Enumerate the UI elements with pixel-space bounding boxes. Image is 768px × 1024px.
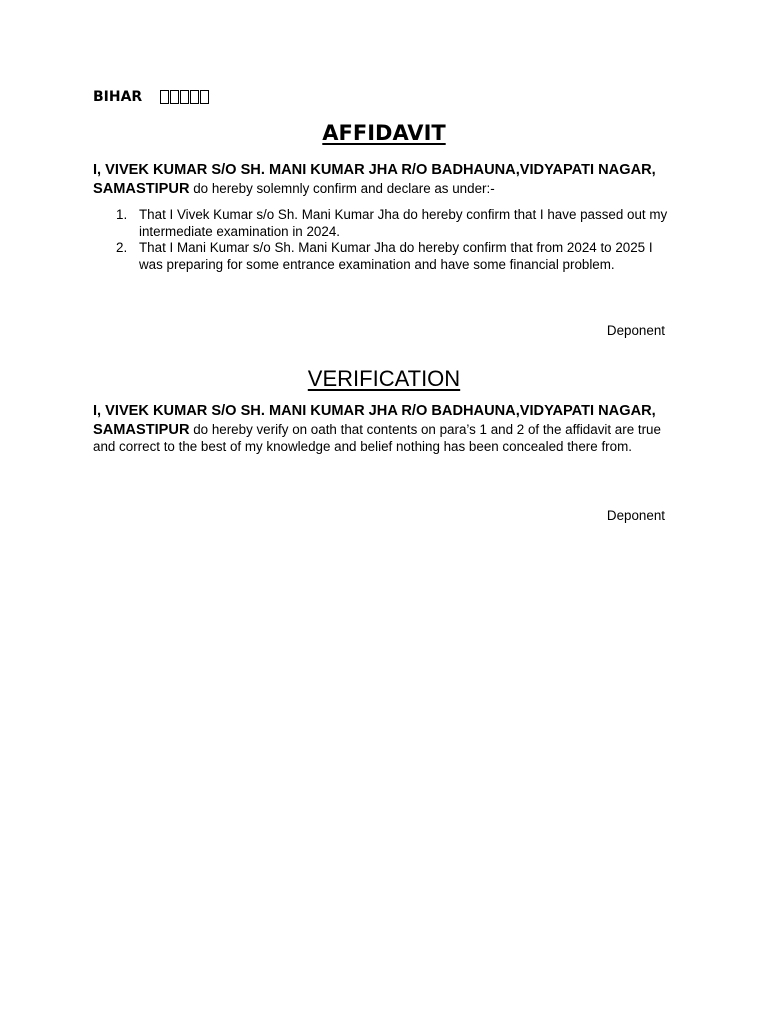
list-item-number: 2. [116, 240, 128, 256]
list-item-number: 1. [116, 207, 128, 222]
affidavit-intro-text: do hereby solemnly confirm and declare as under:- [189, 180, 495, 196]
affidavit-clauses [93, 207, 668, 273]
list-item-text: That I Vivek Kumar s/o Sh. Mani Kumar Jha do hereby confirm that I have passed out my intermediate examination in 2024. [139, 207, 668, 239]
verification-deponent-signature: Deponent [606, 508, 665, 523]
affidavit-title: AFFIDAVIT [322, 121, 446, 145]
missing-glyph-boxes [160, 90, 209, 104]
missing-glyph-box [180, 90, 189, 104]
state-name: BIHAR [93, 89, 143, 105]
verification-text [93, 402, 668, 456]
verification-title: VERIFICATION [307, 366, 461, 391]
missing-glyph-box [170, 90, 179, 104]
verification-intro-name: I, VIVEK KUMAR S/O SH. MANI KUMAR JHA R/O BADHAUNA,VIDYAPATI NAGAR, SAMASTIPUR [93, 403, 656, 438]
list-item [93, 240, 668, 273]
list-item-text: That I Mani Kumar s/o Sh. Mani Kumar Jha do hereby confirm that from 2024 to 2025 I was preparing for some entrance examination and have some financial problem. [139, 240, 653, 272]
list-item [93, 207, 668, 240]
state-header [93, 89, 209, 105]
affidavit-intro-name: I, VIVEK KUMAR S/O SH. MANI KUMAR JHA R/O BADHAUNA,VIDYAPATI NAGAR, SAMASTIPUR [93, 162, 656, 197]
affidavit-deponent-signature: Deponent [606, 323, 665, 338]
missing-glyph-box [160, 90, 169, 104]
missing-glyph-box [190, 90, 199, 104]
affidavit-intro [93, 161, 668, 198]
missing-glyph-box [200, 90, 209, 104]
verification-intro-text: do hereby verify on oath that contents on para’s 1 and 2 of the affidavit are true and correct to the best of my knowledge and belief nothing has been concealed there from. [93, 421, 661, 454]
